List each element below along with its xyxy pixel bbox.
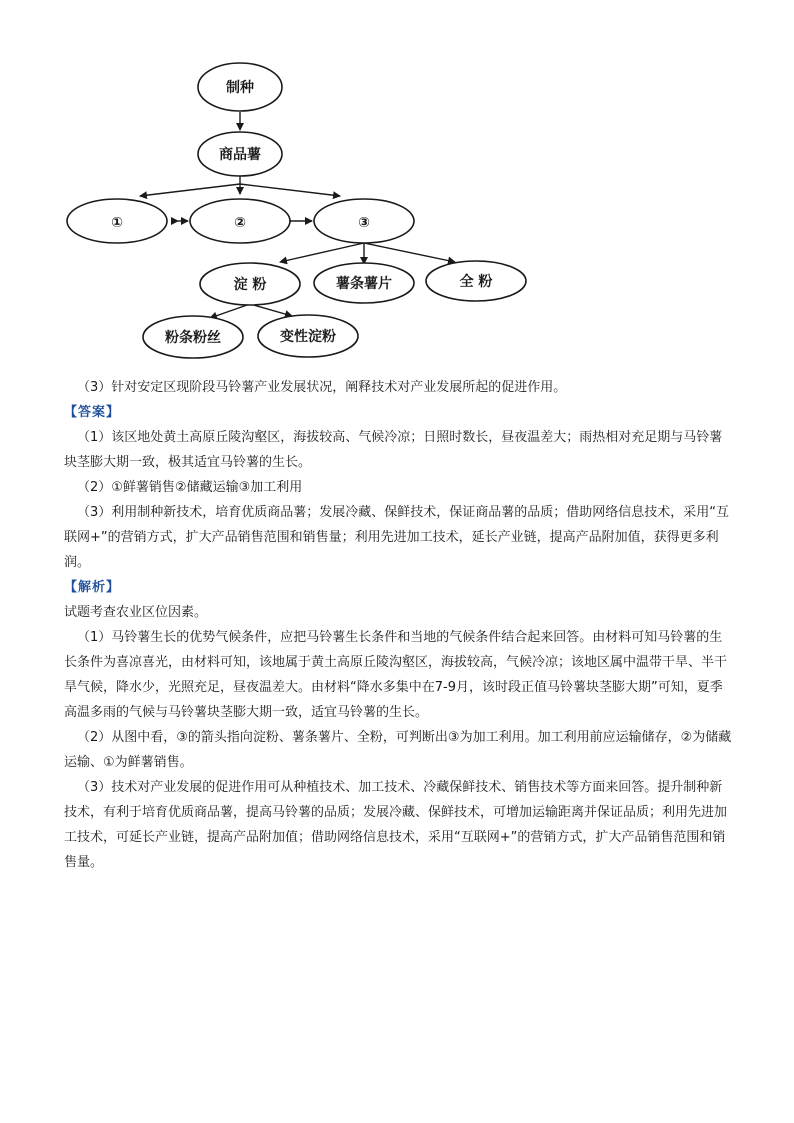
explanation-3: （3）技术对产业发展的促进作用可从种植技术、加工技术、冷藏保鲜技术、销售技术等方面来回答。提升制种新技术，有利于培育优质商品薯，提高马铃薯的品质；发展冷藏、保鲜技术，可增加运输距离并保证品质；利用先进加工技术，可延长产业链，提高产品附加值；借助网络信息技术，采用“互联网+”的营销方式，扩大产品销售范围和销售量。 — [64, 780, 728, 870]
edge-commodity-c1 — [140, 184, 240, 196]
analysis-tag: 【解析】 — [64, 580, 121, 595]
node-c3-label: ③ — [358, 215, 370, 231]
node-c2 — [190, 199, 290, 243]
node-c2-label: ② — [234, 215, 246, 231]
explanation-1: （1）马铃薯生长的优势气候条件，应把马铃薯生长条件和当地的气候条件结合起来回答。由材料可知马铃薯的生长条件为喜凉喜光，由材料可知，该地属于黄土高原丘陵沟壑区，海拔较高，气候冷凉；该地区属中温带干旱、半干旱气候，降水少，光照充足，昼夜温差大。由材料“降水多集中在7-9月，该时段正值马铃薯块茎膨大期”可知，夏季高温多雨的气候与马铃薯块茎膨大期一致，适宜马铃薯的生长。 — [64, 630, 728, 720]
node-flour-label: 全 粉 — [459, 274, 493, 290]
edge-starch-modified — [250, 304, 292, 316]
explanation-2: （2）从图中看，③的箭头指向淀粉、薯条薯片、全粉，可判断出③为加工利用。加工利用前应运输储存，②为储藏运输、①为鲜薯销售。 — [64, 730, 732, 770]
node-starch — [200, 263, 300, 305]
answer-2: （2）①鲜薯销售②储藏运输③加工利用 — [77, 480, 303, 495]
node-fries — [314, 263, 414, 303]
node-c1-label: ① — [111, 215, 123, 231]
node-fries-label: 薯条薯片 — [336, 276, 392, 292]
node-noodles-label: 粉条粉丝 — [165, 330, 221, 346]
node-seed-label: 制种 — [226, 80, 254, 96]
node-c3 — [314, 199, 414, 243]
node-flour — [426, 261, 526, 301]
document-body — [64, 375, 734, 875]
node-noodles — [143, 316, 243, 358]
edge-starch-noodles — [210, 304, 250, 318]
node-commodity — [198, 132, 282, 176]
analysis-intro: 试题考查农业区位因素。 — [64, 605, 208, 620]
node-modified-label: 变性淀粉 — [280, 329, 336, 345]
node-commodity-label: 商品薯 — [219, 147, 261, 163]
node-modified — [258, 315, 358, 357]
answer-3: （3）利用制种新技术，培育优质商品薯；发展冷藏、保鲜技术，保证商品薯的品质；借助网络信息技术，采用“互联网+”的营销方式，扩大产品销售范围和销售量；利用先进加工技术，延长产业链，提高产品附加值，获得更多利润。 — [64, 505, 730, 570]
node-starch-label: 淀 粉 — [233, 277, 267, 293]
edge-c3-starch — [280, 243, 364, 262]
edge-c3-flour — [364, 243, 455, 262]
question-3: （3）针对安定区现阶段马铃薯产业发展状况，阐释技术对产业发展所起的促进作用。 — [77, 380, 567, 395]
node-seed — [198, 63, 282, 111]
potato-industry-chain-diagram — [0, 0, 794, 370]
answer-1: （1）该区地处黄土高原丘陵沟壑区，海拔较高、气候冷凉；日照时数长，昼夜温差大；雨热相对充足期与马铃薯块茎膨大期一致，极其适宜马铃薯的生长。 — [64, 430, 723, 470]
edge-commodity-c3 — [240, 184, 340, 196]
node-c1 — [67, 199, 167, 243]
answer-tag: 【答案】 — [64, 405, 121, 420]
